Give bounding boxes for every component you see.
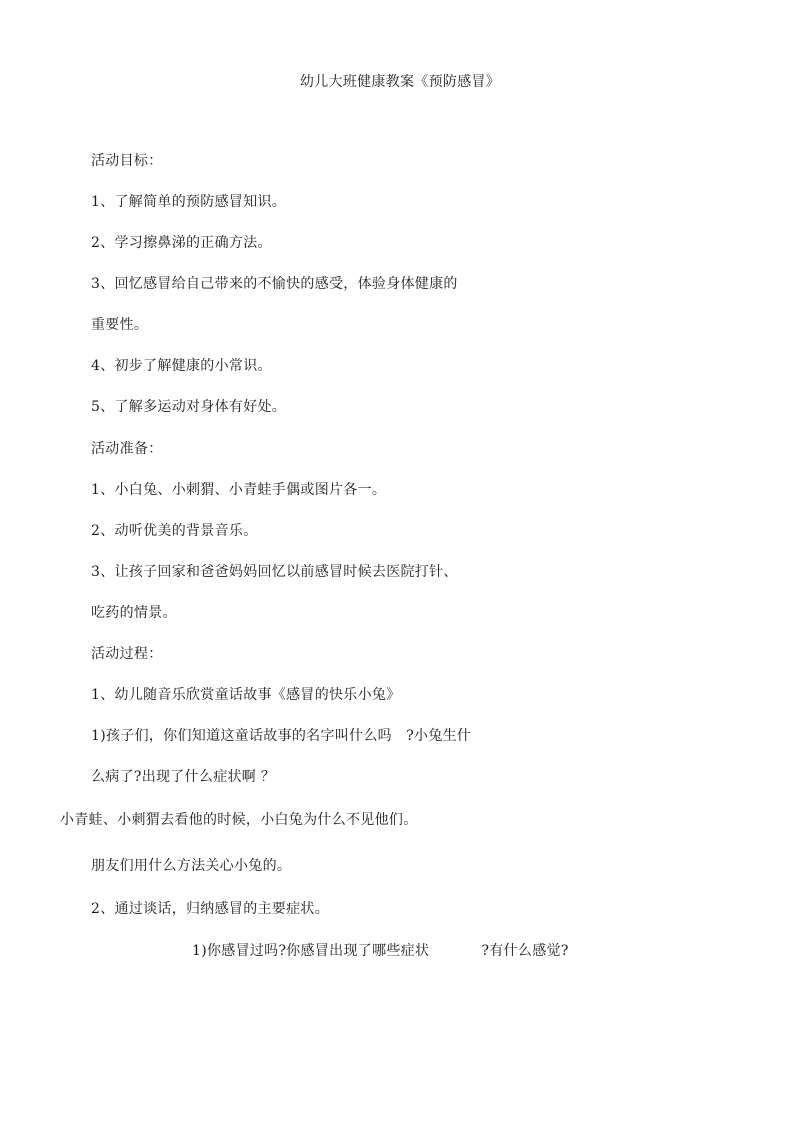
section-heading-process: 活动过程： <box>91 646 163 662</box>
text-line: 5、了解多运动对身体有好处。 <box>91 399 287 415</box>
text-line: 吃药的情景。 <box>91 605 177 621</box>
text-line: 2、学习擦鼻涕的正确方法。 <box>91 235 272 251</box>
text-line: 1、小白兔、小刺猬、小青蛙手偶或图片各一。 <box>91 482 387 498</box>
section-heading-preparation: 活动准备： <box>91 441 163 457</box>
text-line: 小青蛙、小刺猬去看他的时候，小白兔为什么不见他们。 <box>60 812 418 828</box>
text-line: 1)你感冒过吗?你感冒出现了哪些症状 ?有什么感觉? <box>192 943 569 959</box>
text-line: 1、了解简单的预防感冒知识。 <box>91 194 287 210</box>
text-line: 3、回忆感冒给自己带来的不愉快的感受，体验身体健康的 <box>91 276 458 292</box>
text-line: 1、幼儿随音乐欣赏童话故事《感冒的快乐小兔》 <box>91 687 401 703</box>
text-line: 重要性。 <box>91 317 149 333</box>
document-title: 幼儿大班健康教案《预防感冒》 <box>299 74 501 90</box>
text-line: 朋友们用什么方法关心小兔的。 <box>91 858 292 874</box>
text-line: 2、动听优美的背景音乐。 <box>91 523 258 539</box>
text-line: 3、让孩子回家和爸爸妈妈回忆以前感冒时候去医院打针、 <box>91 564 458 580</box>
text-line: 么病了?出现了什么症状啊 ？ <box>91 769 276 785</box>
text-line: 4、初步了解健康的小常识。 <box>91 358 272 374</box>
section-heading-goals: 活动目标： <box>91 153 163 169</box>
text-line: 1)孩子们，你们知道这童话故事的名字叫什么吗 ?小兔生什 <box>91 728 472 744</box>
text-line: 2、通过谈话，归纳感冒的主要症状。 <box>91 901 330 917</box>
